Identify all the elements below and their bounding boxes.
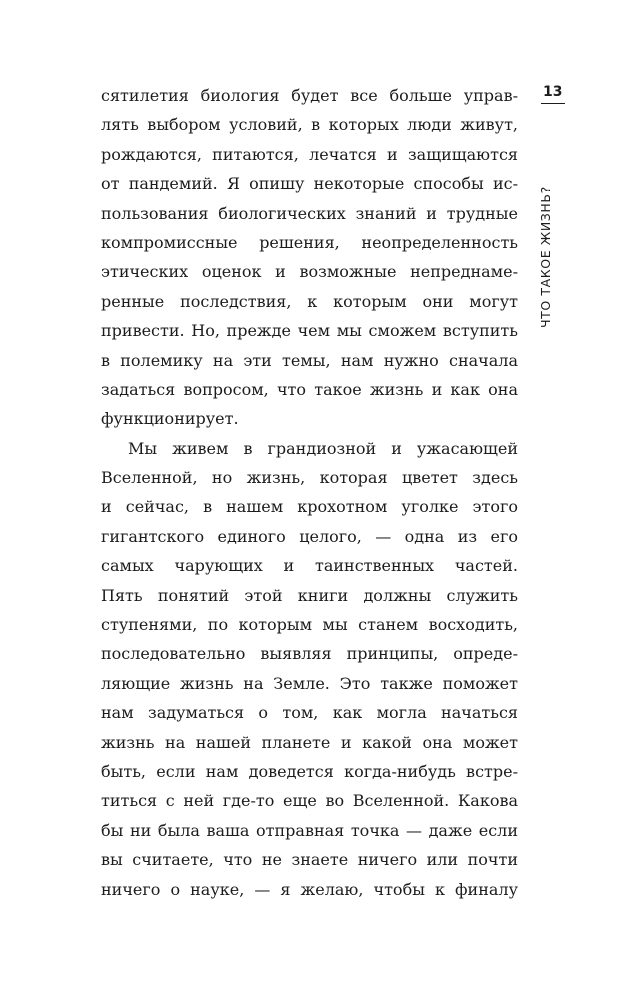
text-line: ренные последствия, к которым они могут	[101, 291, 518, 311]
text-line: последовательно выявляя принципы, опреде-	[101, 644, 518, 664]
text-line: быть, если нам доведется когда-нибудь встре-	[101, 761, 518, 781]
text-line: гигантского единого целого, — одна из его	[101, 526, 518, 546]
text-line: жизнь на нашей планете и какой она может	[101, 732, 518, 752]
text-line: этических оценок и возможные непреднаме-	[101, 262, 518, 282]
text-line: титься с ней где-то еще во Вселенной. Какова	[101, 791, 518, 811]
body-text	[101, 81, 518, 904]
paragraph-start-line: Мы живем в грандиозной и ужасающей	[128, 438, 518, 458]
text-line: в полемику на эти темы, нам нужно сначала	[101, 350, 518, 370]
paragraph-end-line: функционирует.	[101, 409, 239, 429]
text-line: ничего о науке, — я желаю, чтобы к финалу	[101, 879, 518, 899]
page-number: 13	[543, 84, 563, 100]
text-line: ляющие жизнь на Земле. Это также поможет	[101, 673, 518, 693]
text-line: рождаются, питаются, лечатся и защищаются	[101, 144, 518, 164]
text-line: бы ни была ваша отправная точка — даже если	[101, 820, 518, 840]
header-rule	[541, 103, 565, 104]
text-line: компромиссные решения, неопределенность	[101, 232, 518, 252]
running-head: ЧТО ТАКОЕ ЖИЗНЬ?	[538, 186, 553, 328]
text-line: лять выбором условий, в которых люди живут,	[101, 115, 518, 135]
text-line: Пять понятий этой книги должны служить	[101, 585, 518, 605]
text-line: привести. Но, прежде чем мы сможем вступить	[101, 321, 518, 341]
text-line: задаться вопросом, что такое жизнь и как она	[101, 379, 518, 399]
text-line: нам задуматься о том, как могла начаться	[101, 703, 518, 723]
text-line: сятилетия биология будет все больше управ-	[101, 86, 518, 105]
text-line: пользования биологических знаний и трудные	[101, 203, 518, 223]
text-line: ступенями, по которым мы станем восходить,	[101, 615, 518, 635]
text-line: Вселенной, но жизнь, которая цветет здесь	[101, 468, 518, 488]
text-line: от пандемий. Я опишу некоторые способы ис-	[101, 174, 518, 194]
text-line: самых чарующих и таинственных частей.	[101, 556, 518, 576]
text-line: и сейчас, в нашем крохотном уголке этого	[101, 497, 518, 517]
text-line: вы считаете, что не знаете ничего или почти	[101, 850, 518, 870]
